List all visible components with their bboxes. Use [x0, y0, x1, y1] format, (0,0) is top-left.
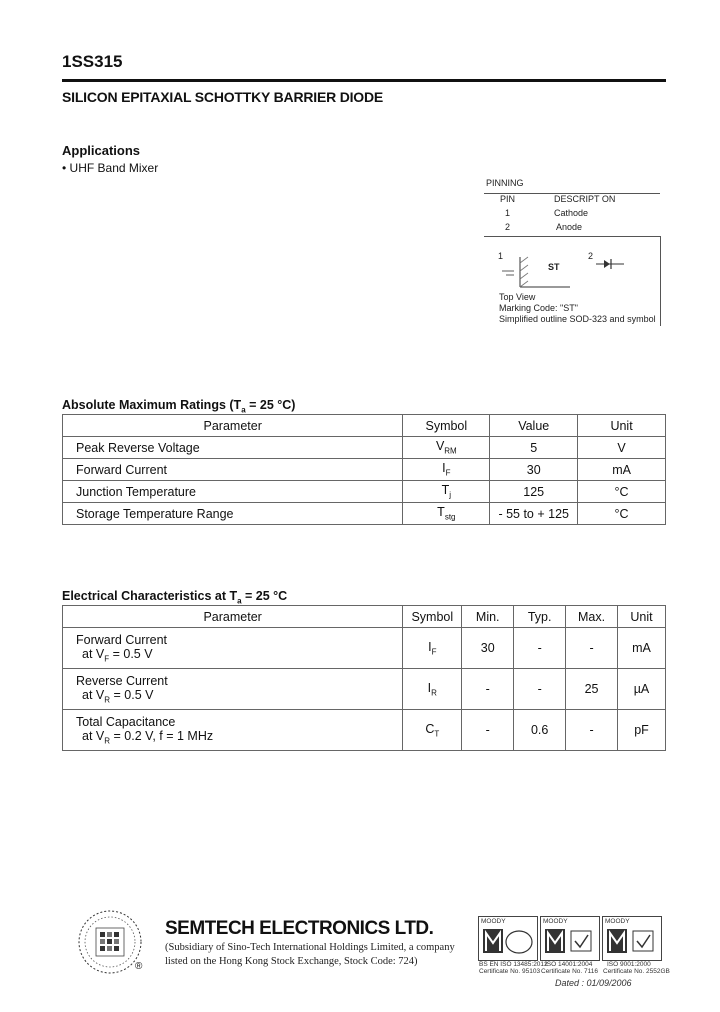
- cert-caption: Certificate No. 7116: [541, 968, 598, 975]
- param-cell: Reverse Current at $V_R = 0.5$ V: [63, 669, 403, 710]
- sod323-outline-drawing: [500, 253, 650, 291]
- pinning-title: PINNING: [486, 178, 524, 188]
- pinning-caption: Simplified outline SOD-323 and symbol: [499, 314, 656, 324]
- table-header-row: [63, 415, 666, 437]
- part-number: 1SS315: [62, 52, 123, 71]
- col-header: Parameter: [63, 415, 403, 437]
- registered-mark: ®: [135, 961, 143, 972]
- unit-cell: °C: [578, 481, 666, 503]
- table-row: [63, 503, 666, 525]
- param-cell: Forward Current: [63, 459, 403, 481]
- cert-caption: Certificate No. 95103: [479, 968, 541, 975]
- min-cell: 30: [462, 628, 514, 669]
- pinning-row-desc: Cathode: [554, 208, 589, 218]
- col-header: Symbol: [403, 415, 490, 437]
- col-header: Value: [490, 415, 578, 437]
- table-row: [63, 628, 666, 669]
- unit-cell: mA: [578, 459, 666, 481]
- value-cell: 5: [490, 437, 578, 459]
- table-row: [63, 481, 666, 503]
- table-row: [63, 437, 666, 459]
- value-cell: - 55 to + 125: [490, 503, 578, 525]
- value-cell: 30: [490, 459, 578, 481]
- pin2-label: 2: [588, 251, 594, 261]
- typ-cell: -: [514, 628, 566, 669]
- cert-badge-iso14001: MOODY: [540, 916, 600, 961]
- max-cell: 25: [566, 669, 618, 710]
- cert-badge-iso13485: MOODY: [478, 916, 538, 961]
- unit-cell: °C: [578, 503, 666, 525]
- typ-cell: -: [514, 669, 566, 710]
- abs-max-title: Absolute Maximum Ratings ($T_a = 25$ °C): [62, 398, 296, 415]
- applications-item: • UHF Band Mixer: [62, 161, 159, 175]
- col-header: Max.: [566, 606, 618, 628]
- moody-mark-icon: [607, 927, 657, 957]
- symbol-cell: $I_F$: [403, 459, 490, 481]
- elec-char-title: Electrical Characteristics at $T_a = 25$ °C: [62, 589, 288, 606]
- min-cell: -: [462, 669, 514, 710]
- cert-badge-iso9001: MOODY: [602, 916, 662, 961]
- cert-caption: Certificate No. 2552GB: [603, 968, 670, 975]
- pinning-col-pin: PIN: [500, 194, 516, 204]
- param-cell: Total Capacitance at $V_R = 0.2$ V, f = 1 MHz: [63, 710, 403, 751]
- abs-max-table: [62, 414, 666, 525]
- pinning-caption: Top View: [499, 292, 536, 302]
- cert-caption: BS EN ISO 13485:2012: [479, 961, 548, 968]
- max-cell: -: [566, 628, 618, 669]
- pinning-right-border: [660, 236, 661, 326]
- moody-mark-icon: [545, 927, 595, 957]
- symbol-cell: $T_{stg}$: [403, 503, 490, 525]
- pinning-row-pin: 2: [505, 222, 511, 232]
- elec-char-table: [62, 605, 666, 751]
- param-cell: Forward Current at $V_F = 0.5$ V: [63, 628, 403, 669]
- applications-heading: Applications: [62, 143, 141, 158]
- symbol-cell: $T_j$: [403, 481, 490, 503]
- device-subtitle: SILICON EPITAXIAL SCHOTTKY BARRIER DIODE: [62, 89, 384, 105]
- col-header: Symbol: [403, 606, 462, 628]
- symbol-cell: $I_R$: [403, 669, 462, 710]
- marking-code: ST: [548, 262, 560, 272]
- param-cell: Storage Temperature Range: [63, 503, 403, 525]
- moody-mark-icon: [483, 927, 533, 957]
- pin1-label: 1: [498, 251, 504, 261]
- company-name: SEMTECH ELECTRONICS LTD.: [165, 918, 434, 939]
- table-row: [63, 710, 666, 751]
- pinning-col-desc: DESCRIPT ON: [554, 194, 616, 204]
- pinning-row-pin: 1: [505, 208, 511, 218]
- param-cell: Peak Reverse Voltage: [63, 437, 403, 459]
- col-header: Parameter: [63, 606, 403, 628]
- value-cell: 125: [490, 481, 578, 503]
- unit-cell: µA: [618, 669, 666, 710]
- dated-label: Dated : 01/09/2006: [555, 978, 632, 988]
- header-rule: [62, 79, 666, 82]
- pinning-row-desc: Anode: [556, 222, 583, 232]
- symbol-cell: $V_{RM}$: [403, 437, 490, 459]
- max-cell: -: [566, 710, 618, 751]
- table-header-row: [63, 606, 666, 628]
- pinning-box: [484, 175, 664, 327]
- semtech-logo-icon: [76, 908, 144, 976]
- col-header: Typ.: [514, 606, 566, 628]
- unit-cell: mA: [618, 628, 666, 669]
- cert-caption: ISO 9001:2000: [607, 961, 651, 968]
- table-row: [63, 459, 666, 481]
- table-row: [63, 669, 666, 710]
- pinning-caption: Marking Code: "ST": [499, 303, 578, 313]
- col-header: Min.: [462, 606, 514, 628]
- company-subsidiary-note: (Subsidiary of Sino-Tech International Holdings Limited, a company listed on the Hong Kong Stock Exchange, Stock Code: 724): [165, 942, 455, 967]
- symbol-cell: $I_F$: [403, 628, 462, 669]
- symbol-cell: $C_T$: [403, 710, 462, 751]
- unit-cell: pF: [618, 710, 666, 751]
- pinning-divider: [484, 236, 660, 237]
- cert-caption: ISO 14001:2004: [545, 961, 593, 968]
- typ-cell: 0.6: [514, 710, 566, 751]
- param-cell: Junction Temperature: [63, 481, 403, 503]
- min-cell: -: [462, 710, 514, 751]
- col-header: Unit: [578, 415, 666, 437]
- col-header: Unit: [618, 606, 666, 628]
- unit-cell: V: [578, 437, 666, 459]
